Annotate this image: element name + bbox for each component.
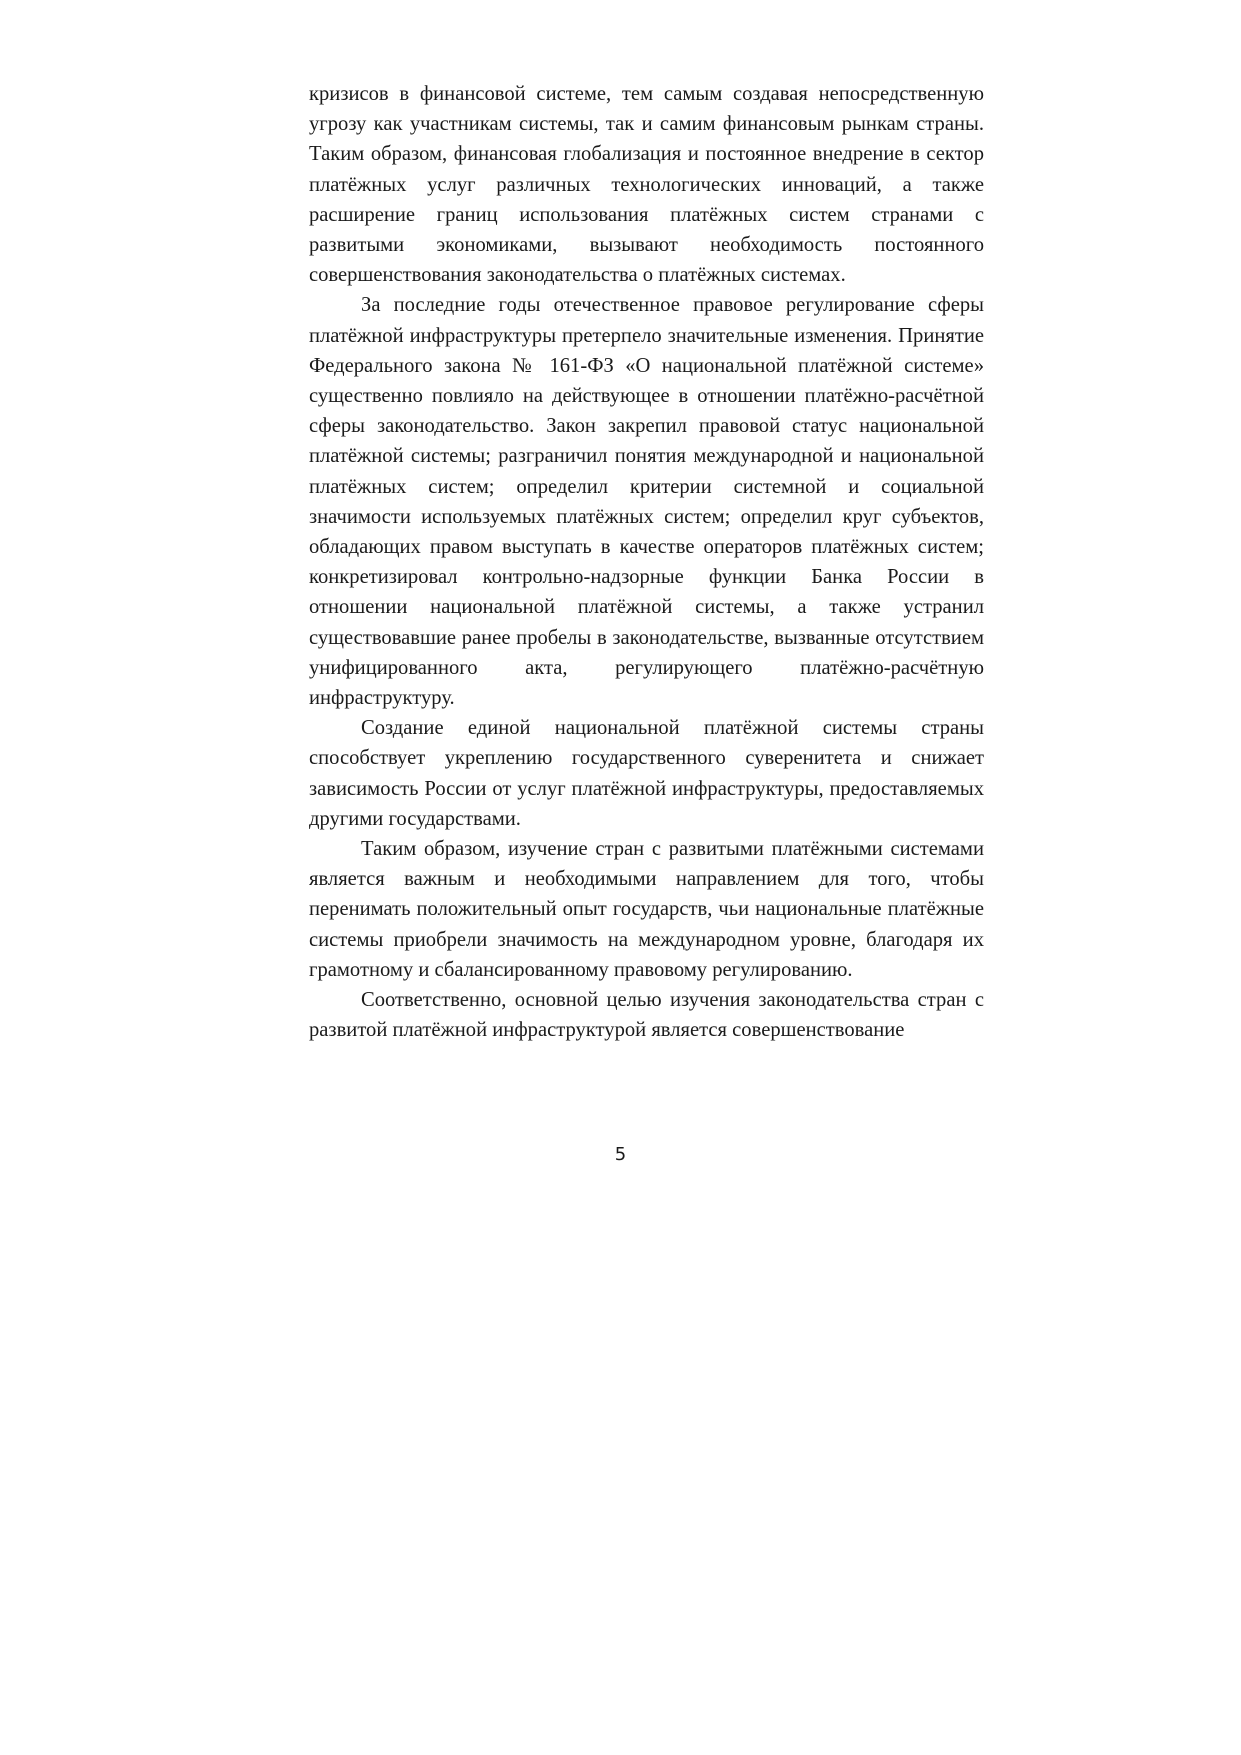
- body-text: [309, 79, 984, 1046]
- paragraph-3: Создание единой национальной платёжной системы страны способствует укреплению государственного суверенитета и снижает зависимость России от услуг платёжной инфраструктуры, предоставляемых другими государствами.: [309, 717, 984, 830]
- paragraph-2: За последние годы отечественное правовое регулирование сферы платёжной инфраструктуры претерпело значительные изменения. Принятие Федерального закона № 161-ФЗ «О национальной платёжной системе» существенно повлияло на действующее в отношении платёжно-расчётной сферы законодательство. Закон закрепил правовой статус национальной платёжной системы; разграничил понятия международной и национальной платёжных систем; определил критерии системной и социальной значимости используемых платёжных систем; определил круг субъектов, обладающих правом выступать в качестве операторов платёжных систем; конкретизировал контрольно-надзорные функции Банка России в отношении национальной платёжной системы, а также устранил существовавшие ранее пробелы в законодательстве, вызванные отсутствием унифицированного акта, регулирующего платёжно-расчётную инфраструктуру.: [309, 294, 984, 710]
- page-number: 5: [614, 1144, 627, 1165]
- paragraph-5: Соответственно, основной целью изучения законодательства стран с развитой платёжной инфраструктурой является совершенствование: [309, 989, 984, 1042]
- paragraph-4: Таким образом, изучение стран с развитыми платёжными системами является важным и необходимыми направлением для того, чтобы перенимать положительный опыт государств, чьи национальные платёжные системы приобрели значимость на международном уровне, благодаря их грамотному и сбалансированному правовому регулированию.: [309, 838, 984, 981]
- paragraph-1: кризисов в финансовой системе, тем самым создавая непосредственную угрозу как участникам системы, так и самим финансовым рынкам страны. Таким образом, финансовая глобализация и постоянное внедрение в сектор платёжных услуг различных технологических инноваций, а также расширение границ использования платёжных систем странами с развитыми экономиками, вызывают необходимость постоянного совершенствования законодательства о платёжных системах.: [309, 83, 984, 287]
